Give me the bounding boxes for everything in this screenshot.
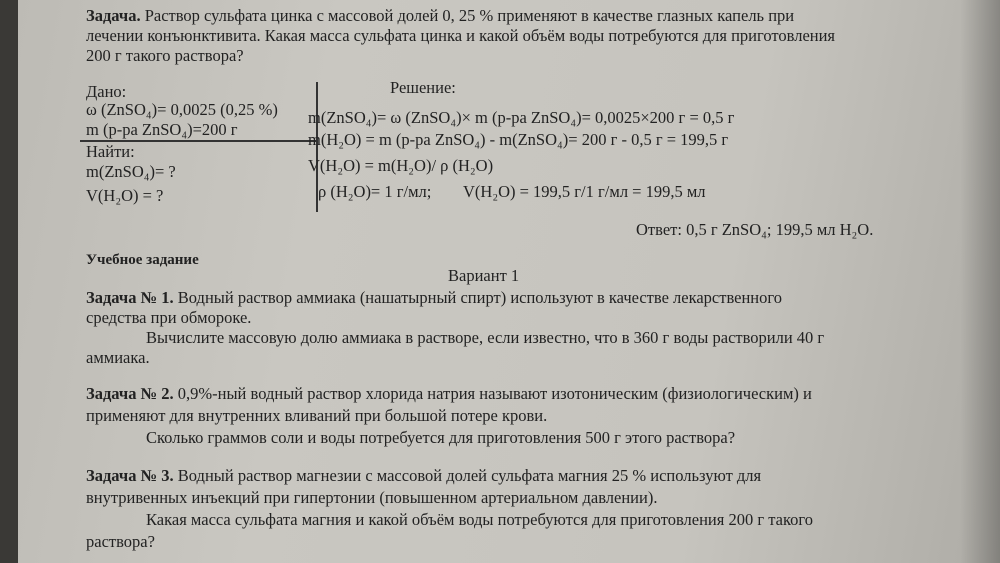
- task1-line-3: Вычислите массовую долю аммиака в растворе, если известно, что в 360 г воды растворили 40 г: [146, 328, 825, 347]
- solution-line-3: V(H₂O) = m(H₂O)/ ρ (H₂O): [308, 156, 494, 175]
- task1-line-2: средства при обмороке.: [86, 308, 252, 327]
- page-fold-shadow: [960, 0, 1000, 563]
- solution-line-2: m(H₂O) = m (р-ра ZnSO₄) - m(ZnSO₄)= 200 г - 0,5 г = 199,5 г: [308, 130, 729, 149]
- textbook-page: [18, 0, 1000, 563]
- given-solution-mass: m (р-ра ZnSO₄)=200 г: [86, 120, 238, 139]
- task3-line-2: внутривенных инъекций при гипертонии (повышенном артериальном давлении).: [86, 488, 658, 507]
- task3-text-1: Водный раствор магнезии с массовой долей сульфата магния 25 % используют для: [177, 466, 762, 485]
- given-mass-fraction: ω (ZnSO₄)= 0,0025 (0,25 %): [86, 100, 278, 119]
- solution-line-4a: ρ (H₂O)= 1 г/мл;: [318, 182, 432, 201]
- given-header: Дано:: [86, 82, 127, 101]
- answer-line: Ответ: 0,5 г ZnSO₄; 199,5 мл H₂O.: [636, 220, 874, 239]
- example-task-label: Задача.: [86, 6, 141, 25]
- solution-header: Решение:: [390, 78, 456, 97]
- solution-line-1: m(ZnSO₄)= ω (ZnSO₄)× m (р-ра ZnSO₄)= 0,0025×200 г = 0,5 г: [308, 108, 735, 127]
- task3-line-4: раствора?: [86, 532, 155, 551]
- example-task-line-1: [86, 6, 794, 26]
- find-mass: m(ZnSO₄)= ?: [86, 162, 176, 181]
- task3-line-3: Какая масса сульфата магния и какой объём воды потребуются для приготовления 200 г такого: [146, 510, 813, 529]
- task2-line-1: [86, 384, 812, 404]
- example-task-text-2: лечении конъюнктивита. Какая масса сульфата цинка и какой объём воды потребуются для приготовления: [86, 26, 836, 45]
- task3-label: Задача № 3.: [86, 466, 174, 485]
- task3-line-1: [86, 466, 761, 486]
- find-volume: V(H₂O) = ?: [86, 186, 164, 205]
- task2-label: Задача № 2.: [86, 384, 174, 403]
- task2-text-1: 0,9%-ный водный раствор хлорида натрия называют изотоническим (физиологическим) и: [177, 384, 812, 403]
- example-task-text-3: 200 г такого раствора?: [86, 46, 244, 65]
- find-header: Найти:: [86, 142, 135, 161]
- variant-title: Вариант 1: [448, 266, 520, 285]
- solution-line-4b: V(H₂O) = 199,5 г/1 г/мл = 199,5 мл: [463, 182, 706, 201]
- task1-line-4: аммиака.: [86, 348, 150, 367]
- task1-label: Задача № 1.: [86, 288, 174, 307]
- task2-line-2: применяют для внутренних вливаний при большой потере крови.: [86, 406, 548, 425]
- example-task-text-1: Раствор сульфата цинка с массовой долей 0, 25 % применяют в качестве глазных капель при: [144, 6, 795, 25]
- task1-text-1: Водный раствор аммиака (нашатырный спирт) используют в качестве лекарственного: [177, 288, 782, 307]
- task2-line-3: Сколько граммов соли и воды потребуется для приготовления 500 г этого раствора?: [146, 428, 736, 447]
- assignment-header: Учебное задание: [86, 252, 199, 268]
- task1-line-1: [86, 288, 782, 308]
